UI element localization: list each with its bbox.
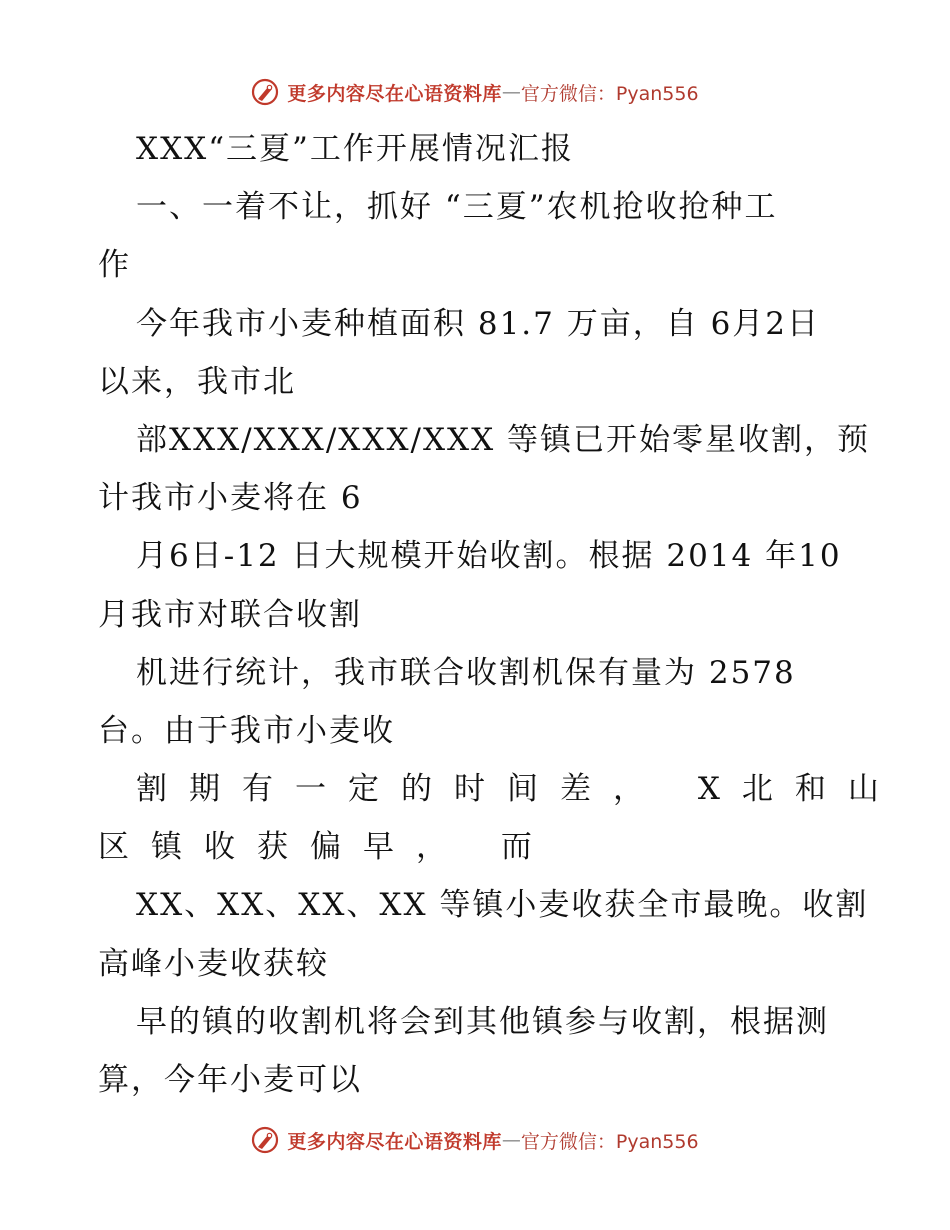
document-title: XXX“三夏”工作开展情况汇报 — [136, 131, 574, 167]
paragraph-line: 月6日-12 日大规模开始收割。根据 2014 年10 — [136, 538, 842, 575]
paragraph-line: 高峰小麦收获较 — [98, 945, 329, 982]
pen-nib-logo-icon — [251, 1126, 279, 1154]
watermark-brand: 更多内容尽在心语资料库 — [287, 1130, 502, 1153]
section-heading: 一、一着不让，抓好 “三夏”农机抢收抢种工 — [136, 189, 778, 226]
watermark-contact: 官方微信：Pyan556 — [520, 82, 699, 105]
paragraph-line: 台。由于我市小麦收 — [98, 712, 395, 749]
paragraph-line: 计我市小麦将在 6 — [98, 480, 363, 517]
paragraph-line: 算，今年小麦可以 — [98, 1062, 362, 1098]
paragraph-line: 月我市对联合收割 — [98, 596, 362, 633]
section-heading-continued: 作 — [98, 247, 131, 284]
paragraph-line: 部XXX/XXX/XXX/XXX 等镇已开始零星收割，预 — [136, 421, 871, 458]
watermark-header — [0, 72, 950, 112]
watermark-brand: 更多内容尽在心语资料库 — [287, 82, 502, 105]
paragraph-line: 早的镇的收割机将会到其他镇参与收割，根据测 — [136, 1003, 829, 1040]
document-body — [98, 120, 901, 1109]
watermark-contact: 官方微信：Pyan556 — [520, 1130, 699, 1153]
watermark-footer — [0, 1120, 950, 1160]
paragraph-line: 割期有一定的时间差， X北和山 — [136, 771, 901, 808]
paragraph-line: 以来，我市北 — [98, 363, 296, 400]
paragraph-line: 机进行统计，我市联合收割机保有量为 2578 — [136, 654, 796, 691]
paragraph-line: 今年我市小麦种植面积 81.7 万亩，自 6月2日 — [136, 305, 821, 342]
paragraph-line: 区镇收获偏早， 而 — [98, 829, 554, 866]
watermark-separator: — — [501, 1129, 521, 1151]
paragraph-line: XX、XX、XX、XX 等镇小麦收获全市最晚。收割 — [136, 887, 869, 924]
pen-nib-logo-icon — [251, 78, 279, 106]
watermark-separator: — — [501, 81, 521, 103]
